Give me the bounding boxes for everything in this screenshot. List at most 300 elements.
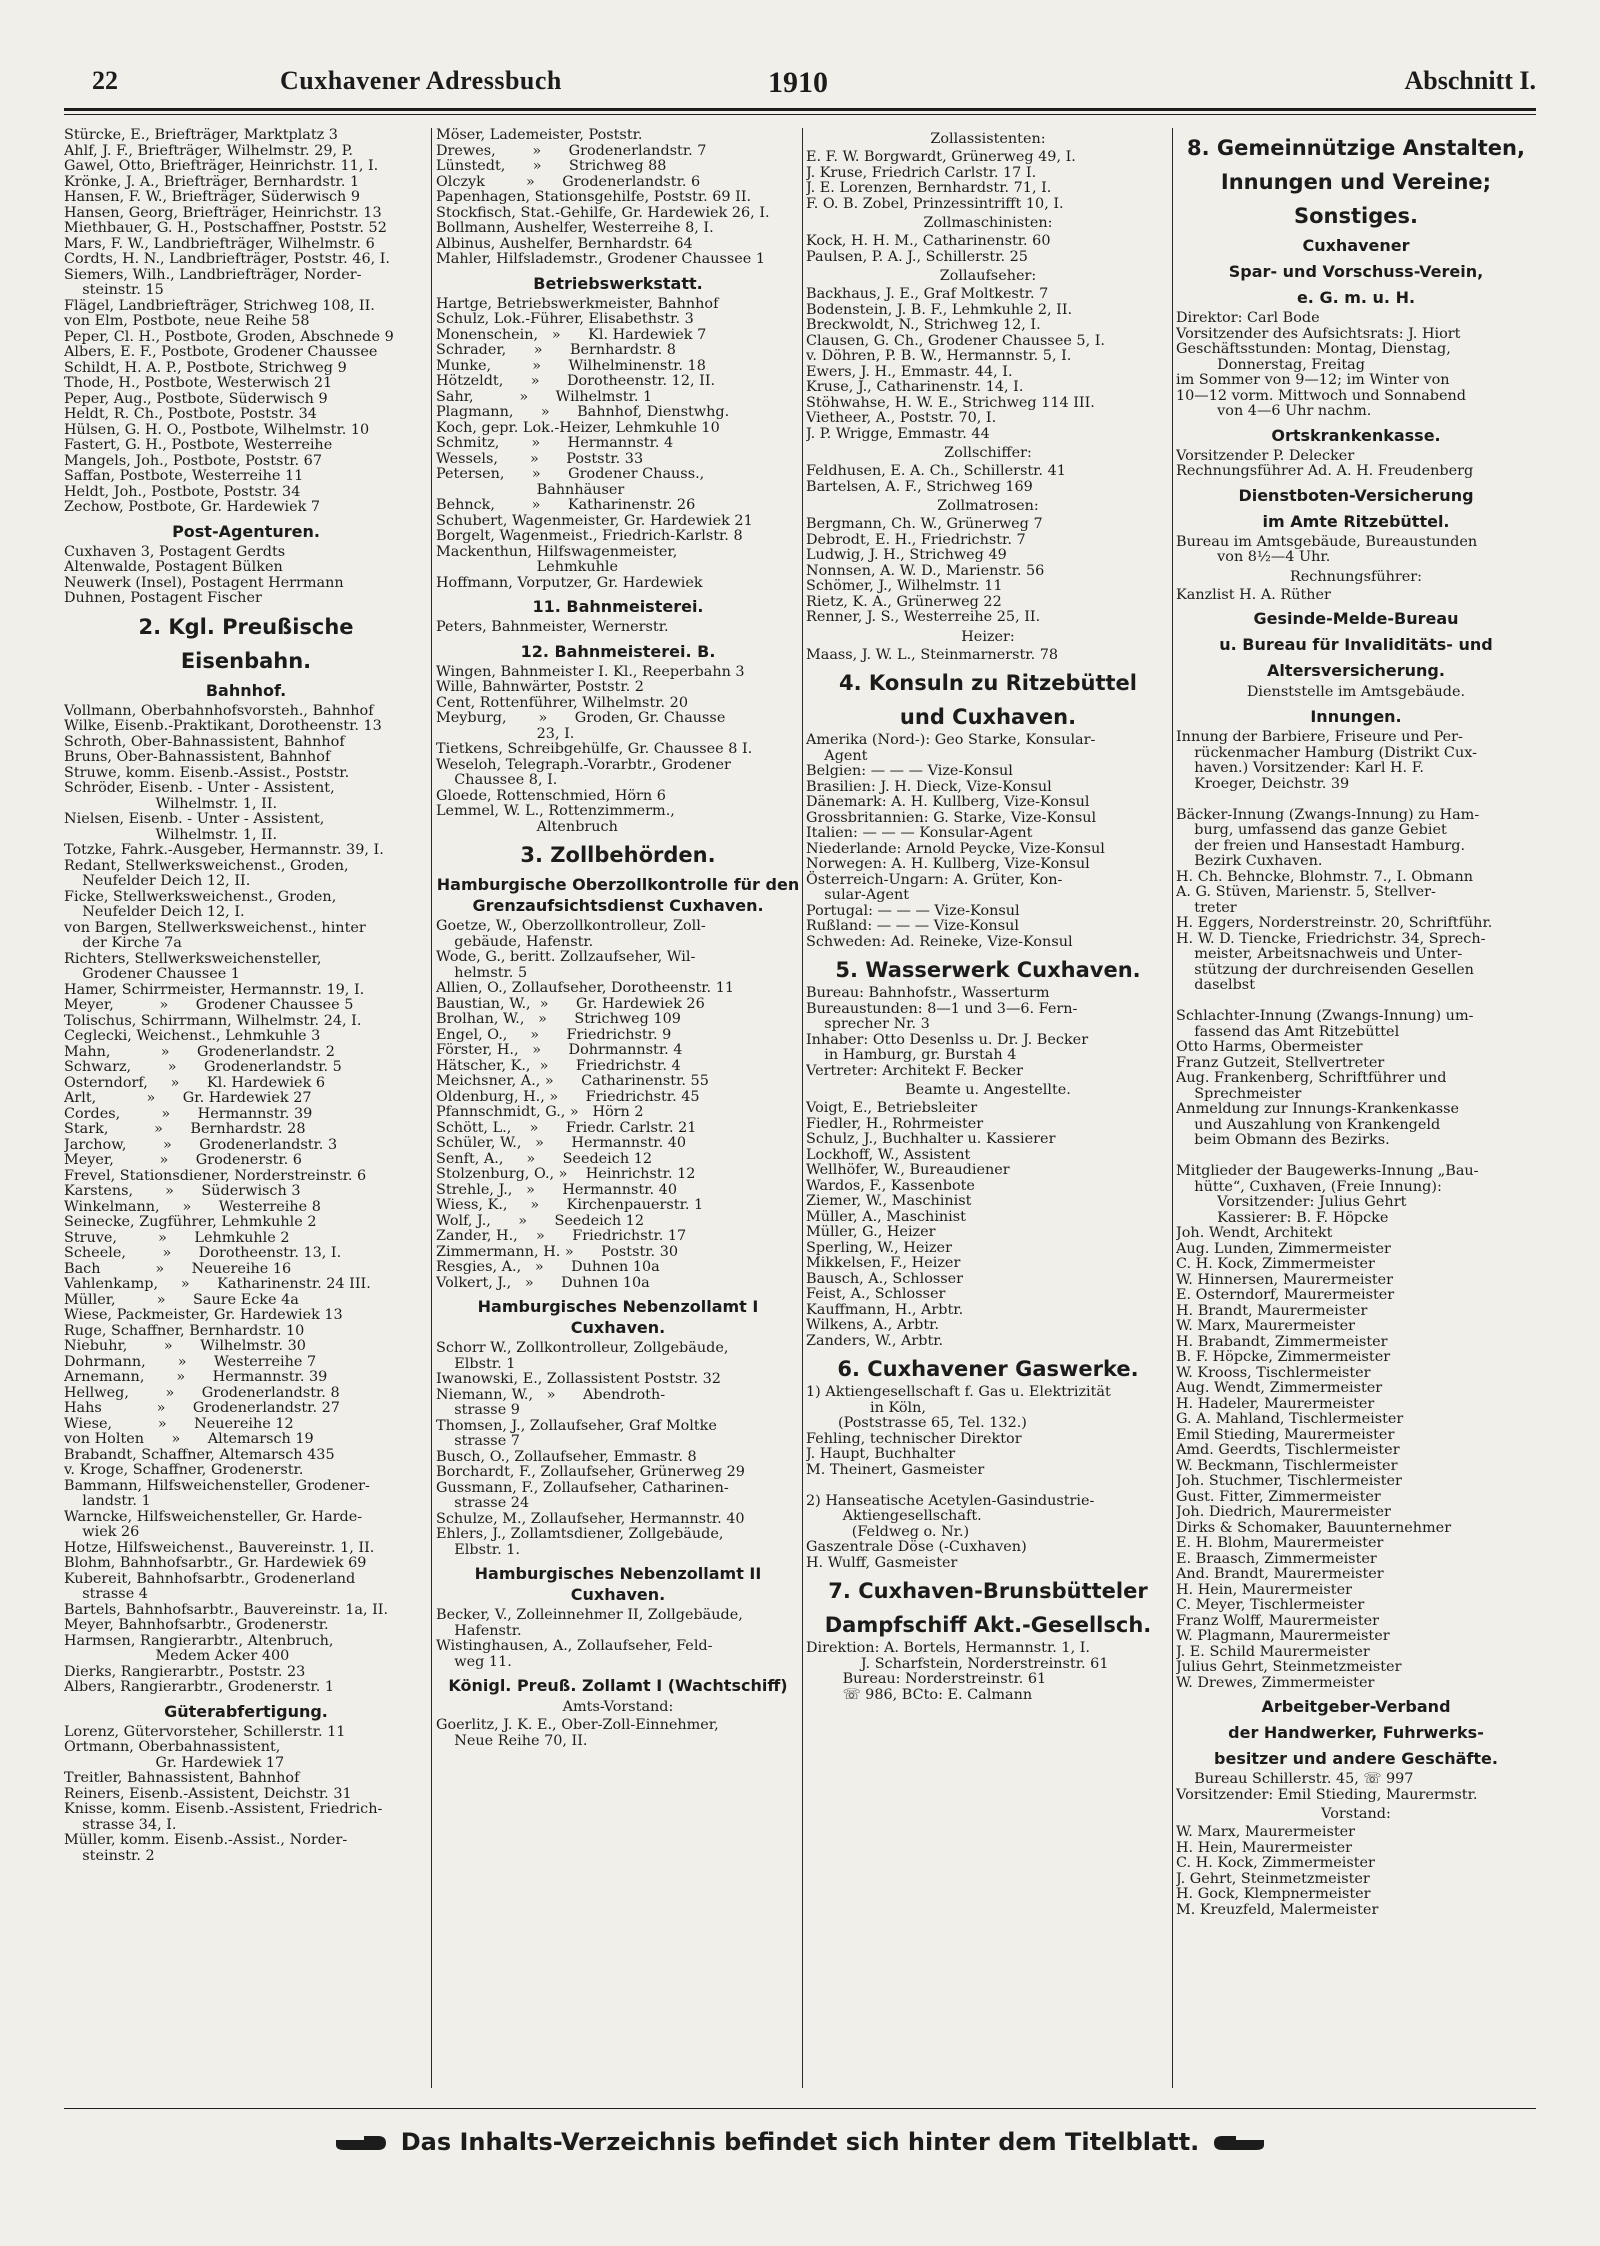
entry-line: Arlt, » Gr. Hardewiek 27	[64, 1090, 312, 1106]
entry-line: strasse 7	[436, 1433, 520, 1449]
entry-line: treter	[1176, 899, 1237, 916]
entry-line: Pfannschmidt, G., » Hörn 2	[436, 1104, 644, 1120]
entry-line: E. Osterndorf, Maurermeister	[1176, 1287, 1395, 1303]
entry-line: Wiese, Packmeister, Gr. Hardewiek 13	[64, 1307, 343, 1323]
entry-line: Stolzenburg, O., » Heinrichstr. 12	[436, 1166, 696, 1182]
pointing-hand-icon	[1208, 2132, 1266, 2154]
entry-line: Rietz, K. A., Grünerweg 22	[806, 593, 1002, 610]
entry-line: Resgies, A., » Duhnen 10a	[436, 1259, 660, 1275]
entry-line: Borgelt, Wagenmeist., Friedrich-Karlstr. 8	[436, 528, 743, 544]
entry-line: Hahs » Grodenerlandstr. 27	[64, 1400, 340, 1416]
entry-line: Direktor: Carl Bode	[1176, 310, 1320, 326]
entry-line	[1176, 1149, 1536, 1165]
entry-line: Hamer, Schirrmeister, Hermannstr. 19, I.	[64, 981, 365, 998]
entry-line: Emil Stieding, Maurermeister	[1176, 1426, 1395, 1443]
entry-line: Neufelder Deich 12, I.	[64, 904, 245, 920]
entry-line: H. W. D. Tiencke, Friedrichstr. 34, Sprech-	[1176, 930, 1486, 947]
entry-line: Ehlers, J., Zollamtsdiener, Zollgebäude,	[436, 1526, 724, 1542]
entry-line: Debrodt, E. H., Friedrichstr. 7	[806, 531, 1026, 548]
entry-line: Brasilien: J. H. Dieck, Vize-Konsul	[806, 778, 1052, 795]
entry-line: Warncke, Hilfsweichensteller, Gr. Harde-	[64, 1508, 363, 1525]
entry-line: Schubert, Wagenmeister, Gr. Hardewiek 21	[436, 512, 753, 529]
entry-line: (Poststrasse 65, Tel. 132.)	[806, 1415, 1027, 1431]
entry-line: Monenschein, » Kl. Hardewiek 7	[436, 326, 707, 343]
entry-line: Oldenburg, H., » Friedrichstr. 45	[436, 1088, 700, 1105]
entry-line: J. Haupt, Buchhalter	[806, 1446, 956, 1462]
entry-line: Feist, A., Schlosser	[806, 1286, 946, 1302]
entry-line: Kauffmann, H., Arbtr.	[806, 1301, 964, 1318]
subheading: Zollaufseher:	[939, 268, 1037, 284]
entry-line: Wingen, Bahnmeister I. Kl., Reeperbahn 3	[436, 663, 745, 680]
entry-line: Feldhusen, E. A. Ch., Schillerstr. 41	[806, 463, 1066, 479]
entry-line: Schulz, J., Buchhalter u. Kassierer	[806, 1131, 1056, 1147]
section-heading: Eisenbahn.	[180, 648, 312, 673]
entry-line: Heldt, R. Ch., Postbote, Poststr. 34	[64, 406, 317, 422]
entry-line: Bergmann, Ch. W., Grünerweg 7	[806, 516, 1043, 532]
section-heading: 11. Bahnmeisterei.	[532, 597, 704, 616]
entry-line: Inhaber: Otto Desenlss u. Dr. J. Becker	[806, 1031, 1089, 1048]
section-heading: Bahnhof.	[205, 680, 287, 700]
entry-line: Aktiengesellschaft.	[806, 1508, 982, 1524]
entry-line: Richters, Stellwerksweichensteller,	[64, 950, 322, 967]
section-heading: 7. Cuxhaven-Brunsbütteler	[828, 1579, 1148, 1603]
entry-line: Heldt, Joh., Postbote, Poststr. 34	[64, 483, 301, 500]
section-heading: 12. Bahnmeisterei. B.	[520, 641, 716, 661]
section-heading: e. G. m. u. H.	[1296, 288, 1416, 307]
entry-line: Elbstr. 1	[436, 1355, 516, 1372]
section-heading: Hamburgische Oberzollkontrolle für den Grenzaufsichtsdienst Cuxhaven.	[436, 875, 800, 915]
entry-line: Ahlf, J. F., Briefträger, Wilhelmstr. 29, P.	[64, 142, 353, 159]
entry-line: Saffan, Postbote, Westerreihe 11	[64, 468, 304, 484]
entry-line: Wessels, » Poststr. 33	[436, 450, 644, 467]
entry-line: von 4—6 Uhr nachm.	[1176, 403, 1372, 419]
entry-line: Müller, » Saure Ecke 4a	[64, 1291, 299, 1308]
entry-line: Vertreter: Architekt F. Becker	[806, 1062, 1023, 1079]
entry-line: E. F. W. Borgwardt, Grünerweg 49, I.	[806, 149, 1076, 165]
entry-line: Sahr, » Wilhelmstr. 1	[436, 388, 653, 405]
column-3	[806, 128, 1170, 1703]
entry-line: W. Hinnersen, Maurermeister	[1176, 1271, 1394, 1288]
entry-line: von 8½—4 Uhr.	[1176, 549, 1331, 565]
entry-line: Gussmann, F., Zollaufseher, Catharinen-	[436, 1479, 729, 1496]
entry-line: W. Beckmann, Tischlermeister	[1176, 1457, 1398, 1474]
entry-line: Meyburg, » Groden, Gr. Chausse	[436, 710, 726, 726]
entry-line: Stöhwahse, H. W. E., Strichweg 114 III.	[806, 394, 1095, 411]
entry-line: Norwegen: A. H. Kullberg, Vize-Konsul	[806, 856, 1090, 872]
entry-line: Mars, F. W., Landbriefträger, Wilhelmstr. 6	[64, 235, 375, 252]
entry-line: Siemers, Wilh., Landbriefträger, Norder-	[64, 266, 362, 283]
entry-line: Miethbauer, G. H., Postschaffner, Poststr. 52	[64, 220, 387, 236]
entry-line: Redant, Stellwerksweichenst., Groden,	[64, 857, 349, 874]
entry-line: Schulz, Lok.-Führer, Elisabethstr. 3	[436, 311, 694, 327]
entry-line: Vorsitzender des Aufsichtsrats: J. Hiort	[1176, 325, 1461, 342]
entry-line: Hartge, Betriebswerkmeister, Bahnhof	[436, 295, 719, 312]
entry-line: Anmeldung zur Innungs-Krankenkasse	[1176, 1101, 1460, 1117]
column-divider	[802, 128, 803, 2088]
entry-line: W. Marx, Maurermeister	[1176, 1824, 1356, 1840]
subheading: Zollassistenten:	[930, 131, 1046, 147]
entry-line: Reiners, Eisenb.-Assistent, Deichstr. 31	[64, 1785, 352, 1802]
entry-line: Meyer, » Grodener Chaussee 5	[64, 997, 354, 1013]
entry-line: Schwarz, » Grodenerlandstr. 5	[64, 1059, 342, 1075]
entry-line: Schömer, J., Wilhelmstr. 11	[806, 578, 1003, 594]
entry-line: Peper, Cl. H., Postbote, Groden, Abschnede 9	[64, 328, 394, 345]
entry-line: weg 11.	[436, 1653, 512, 1670]
entry-line: Mahn, » Grodenerlandstr. 2	[64, 1043, 335, 1060]
entry-line: H. Hein, Maurermeister	[1176, 1581, 1352, 1598]
entry-line: Cordts, H. N., Landbriefträger, Poststr. 46, I.	[64, 251, 391, 267]
subheading: Heizer:	[961, 628, 1015, 645]
entry-line: Breckwoldt, N., Strichweg 12, I.	[806, 317, 1041, 333]
entry-line: Bodenstein, J. B. F., Lehmkuhle 2, II.	[806, 301, 1073, 318]
entry-line: Chaussee 8, I.	[436, 772, 558, 788]
entry-line: (Feldweg o. Nr.)	[806, 1523, 970, 1540]
entry-line: Petersen, » Grodener Chauss.,	[436, 466, 705, 482]
entry-line: Winkelmann, » Westerreihe 8	[64, 1198, 321, 1215]
header-rule-thin	[64, 114, 1536, 115]
entry-line: 23, I.	[436, 725, 575, 742]
entry-line: Jarchow, » Grodenerlandstr. 3	[64, 1136, 338, 1153]
entry-line: strasse 34, I.	[64, 1816, 177, 1833]
subheading: Zollmaschinisten:	[923, 215, 1053, 231]
entry-line: E. Braasch, Zimmermeister	[1176, 1550, 1377, 1567]
entry-line: Seinecke, Zugführer, Lehmkuhle 2	[64, 1214, 317, 1230]
entry-line: Grossbritannien: G. Starke, Vize-Konsul	[806, 809, 1097, 826]
entry-line: strasse 24	[436, 1495, 530, 1511]
entry-line: daselbst	[1176, 977, 1255, 993]
entry-line: v. Döhren, P. B. W., Hermannstr. 5, I.	[806, 348, 1072, 364]
entry-line: Zander, H., » Friedrichstr. 17	[436, 1228, 687, 1244]
entry-line: Ludwig, J. H., Strichweg 49	[806, 547, 1007, 563]
entry-line: ☏ 986, BCto: E. Calmann	[806, 1686, 1033, 1703]
entry-line: Neuwerk (Insel), Postagent Herrmann	[64, 574, 344, 591]
entry-line: fassend das Amt Ritzebüttel	[1176, 1023, 1400, 1040]
entry-line: Osterndorf, » Kl. Hardewiek 6	[64, 1074, 326, 1091]
entry-line: Schröder, Eisenb. - Unter - Assistent,	[64, 780, 335, 796]
entry-line: Gust. Fitter, Zimmermeister	[1176, 1488, 1381, 1505]
subheading: Zollschiffer:	[944, 445, 1032, 461]
entry-line: Italien: — — — Konsular-Agent	[806, 825, 1033, 841]
section-heading: Spar- und Vorschuss-Verein,	[1228, 262, 1484, 281]
entry-line: Koch, gepr. Lok.-Heizer, Lehmkuhle 10	[436, 419, 720, 436]
entry-line: Ortmann, Oberbahnassistent,	[64, 1739, 281, 1755]
entry-line: Joh. Diedrich, Maurermeister	[1176, 1504, 1391, 1520]
entry-line: Bureau Schillerstr. 45, ☏ 997	[1176, 1771, 1414, 1787]
entry-line: steinstr. 2	[64, 1847, 155, 1864]
entry-line: Krönke, J. A., Briefträger, Bernhardstr. 1	[64, 173, 360, 190]
entry-line: Zechow, Postbote, Gr. Hardewiek 7	[64, 499, 321, 515]
entry-line: Hansen, Georg, Briefträger, Heinrichstr. 13	[64, 204, 382, 221]
section-heading: Altersversicherung.	[1267, 661, 1445, 680]
entry-line: Flägel, Landbriefträger, Strichweg 108, II.	[64, 297, 375, 314]
header-rule	[64, 108, 1536, 111]
entry-line: Brabandt, Schaffner, Altemarsch 435	[64, 1446, 335, 1463]
entry-line: W. Plagmann, Maurermeister	[1176, 1628, 1390, 1644]
entry-line: Ceglecki, Weichenst., Lehmkuhle 3	[64, 1028, 321, 1044]
entry-line: M. Theinert, Gasmeister	[806, 1461, 985, 1478]
entry-line: Olczyk » Grodenerlandstr. 6	[436, 173, 701, 190]
entry-line: Österreich-Ungarn: A. Grüter, Kon-	[806, 871, 1063, 888]
footer-rule	[64, 2108, 1536, 2109]
entry-line: Kruse, J., Catharinenstr. 14, I.	[806, 379, 1024, 395]
entry-line: Albers, E. F., Postbote, Grodener Chaussee	[64, 344, 378, 360]
entry-line: burg, umfassend das ganze Gebiet	[1176, 822, 1447, 838]
entry-line: Dirks & Schomaker, Bauunternehmer	[1176, 1519, 1452, 1536]
entry-line: Totzke, Fahrk.-Ausgeber, Hermannstr. 39, I.	[64, 842, 384, 858]
entry-line: Maass, J. W. L., Steinmarnerstr. 78	[806, 646, 1059, 663]
entry-line: Müller, G., Heizer	[806, 1224, 936, 1240]
entry-line: Amerika (Nord-): Geo Starke, Konsular-	[806, 732, 1096, 748]
entry-line: Zanders, W., Arbtr.	[806, 1332, 944, 1349]
entry-line: Wilke, Eisenb.-Praktikant, Dorotheenstr. 13	[64, 718, 382, 734]
entry-line: Hötzeldt, » Dorotheenstr. 12, II.	[436, 373, 716, 389]
entry-line: B. F. Höpcke, Zimmermeister	[1176, 1349, 1391, 1365]
entry-line: Schweden: Ad. Reineke, Vize-Konsul	[806, 933, 1073, 950]
entry-line: Altenwalde, Postagent Bülken	[64, 559, 283, 575]
entry-line: Müller, komm. Eisenb.-Assist., Norder-	[64, 1832, 348, 1848]
entry-line: strasse 9	[436, 1402, 520, 1418]
entry-line: Renner, J. S., Westerreihe 25, II.	[806, 609, 1041, 625]
entry-line: Mikkelsen, F., Heizer	[806, 1255, 961, 1271]
entry-line: Kroeger, Deichstr. 39	[1176, 775, 1350, 792]
entry-line: Geschäftsstunden: Montag, Dienstag,	[1176, 341, 1451, 357]
entry-line	[1176, 994, 1536, 1010]
section-heading: Hamburgisches Nebenzollamt II Cuxhaven.	[474, 1564, 762, 1604]
entry-line: Otto Harms, Obermeister	[1176, 1039, 1363, 1055]
entry-line: Harmsen, Rangierarbtr., Altenbruch,	[64, 1632, 334, 1649]
entry-line: Meichsner, A., » Catharinenstr. 55	[436, 1073, 709, 1089]
entry-line: Wiese, » Neuereihe 12	[64, 1415, 294, 1432]
entry-line: Gloede, Rottenschmied, Hörn 6	[436, 787, 666, 804]
entry-line: Mitglieder der Baugewerks-Innung „Bau-	[1176, 1163, 1479, 1179]
section-heading: 8. Gemeinnützige Anstalten,	[1187, 136, 1525, 160]
entry-line: Behnck, » Katharinenstr. 26	[436, 497, 696, 513]
entry-line: Munke, » Wilhelminenstr. 18	[436, 357, 706, 374]
entry-line: Engel, O., » Friedrichstr. 9	[436, 1026, 672, 1043]
entry-line: in Köln,	[806, 1399, 926, 1416]
entry-line: Portugal: — — — Vize-Konsul	[806, 902, 1020, 919]
entry-line: von Bargen, Stellwerksweichenst., hinter	[64, 919, 366, 936]
entry-line: Thomsen, J., Zollaufseher, Graf Moltke	[436, 1417, 717, 1434]
entry-line: Belgien: — — — Vize-Konsul	[806, 763, 1013, 779]
entry-line: Bahnhäuser	[436, 481, 625, 498]
entry-line: C. H. Kock, Zimmermeister	[1176, 1855, 1375, 1871]
entry-line: Hafenstr.	[436, 1622, 522, 1639]
section-heading: 4. Konsuln zu Ritzebüttel	[839, 671, 1137, 695]
entry-line: G. A. Mahland, Tischlermeister	[1176, 1411, 1404, 1427]
entry-line: Arnemann, » Hermannstr. 39	[64, 1369, 328, 1385]
entry-line: Aug. Lunden, Zimmermeister	[1176, 1240, 1391, 1257]
entry-line: Niemann, W., » Abendroth-	[436, 1386, 666, 1403]
entry-line: Ruge, Schaffner, Bernhardstr. 10	[64, 1322, 305, 1339]
entry-line: haven.) Vorsitzender: Karl H. F.	[1176, 760, 1425, 776]
section-heading: Dampfschiff Akt.-Gesellsch.	[824, 1613, 1152, 1637]
column-1	[64, 128, 428, 1864]
column-4	[1176, 128, 1536, 1918]
entry-line: W. Drewes, Zimmermeister	[1176, 1674, 1375, 1691]
entry-line: Julius Gehrt, Steinmetzmeister	[1176, 1659, 1402, 1675]
entry-line: Cordes, » Hermannstr. 39	[64, 1105, 313, 1122]
entry-line: Mackenthun, Hilfswagenmeister,	[436, 543, 678, 560]
entry-line: And. Brandt, Maurermeister	[1176, 1566, 1384, 1582]
section-heading: Königl. Preuß. Zollamt I (Wachtschiff)	[448, 1676, 788, 1695]
entry-line: helmstr. 5	[436, 964, 528, 981]
book-title: Cuxhavener Adressbuch	[280, 66, 562, 95]
entry-line: H. Hein, Maurermeister	[1176, 1839, 1352, 1856]
section-heading: Sonstiges.	[1294, 204, 1418, 228]
entry-line: und Auszahlung von Krankengeld	[1176, 1116, 1441, 1133]
entry-line: 1) Aktiengesellschaft f. Gas u. Elektrizität	[806, 1384, 1111, 1400]
entry-line: Fehling, technischer Direktor	[806, 1430, 1022, 1447]
entry-line: Lünstedt, » Strichweg 88	[436, 158, 667, 174]
entry-line: landstr. 1	[64, 1493, 151, 1509]
entry-line: Albinus, Aushelfer, Bernhardstr. 64	[436, 235, 693, 252]
entry-line: Scheele, » Dorotheenstr. 13, I.	[64, 1245, 342, 1261]
entry-line: meister, Arbeitsnachweis und Unter-	[1176, 946, 1463, 962]
entry-line: beim Obmann des Bezirks.	[1176, 1132, 1390, 1148]
section-heading: im Amte Ritzebüttel.	[1262, 511, 1450, 531]
column-divider	[1172, 128, 1173, 2088]
entry-line: Stockfisch, Stat.-Gehilfe, Gr. Hardewiek 26, I.	[436, 204, 770, 221]
entry-line: Wellhöfer, W., Bureaudiener	[806, 1162, 1010, 1178]
entry-line: H. Eggers, Norderstreinstr. 20, Schriftführ.	[1176, 915, 1493, 931]
entry-line: F. O. B. Zobel, Prinzessintrifft 10, I.	[806, 195, 1064, 212]
entry-line: J. Kruse, Friedrich Carlstr. 17 I.	[806, 164, 1037, 181]
entry-line: Voigt, E., Betriebsleiter	[806, 1100, 978, 1116]
entry-line: Amd. Geerdts, Tischlermeister	[1176, 1442, 1400, 1458]
section-heading: Arbeitgeber-Verband	[1261, 1697, 1451, 1716]
entry-line: Hülsen, G. H. O., Postbote, Wilhelmstr. 10	[64, 421, 370, 438]
entry-line: Schlachter-Innung (Zwangs-Innung) um-	[1176, 1008, 1474, 1024]
entry-line: Elbstr. 1.	[436, 1541, 520, 1558]
subheading: Beamte u. Angestellte.	[905, 1082, 1071, 1098]
entry-line: Dierks, Rangierarbtr., Poststr. 23	[64, 1663, 306, 1680]
subheading: Rechnungsführer:	[1289, 568, 1423, 585]
entry-line: Plagmann, » Bahnhof, Dienstwhg.	[436, 404, 730, 420]
entry-line: Möser, Lademeister, Poststr.	[436, 128, 643, 143]
entry-line: H. Brabandt, Zimmermeister	[1176, 1333, 1388, 1350]
pointing-hand-icon	[334, 2132, 392, 2154]
entry-line	[1176, 792, 1536, 808]
entry-line: Vorsitzender: Emil Stieding, Maurermstr.	[1176, 1786, 1478, 1803]
column-2	[436, 128, 800, 1749]
entry-line: Dänemark: A. H. Kullberg, Vize-Konsul	[806, 794, 1090, 810]
section-heading: Innungen und Vereine;	[1220, 170, 1492, 194]
year: 1910	[768, 66, 828, 99]
entry-line: J. Scharfstein, Norderstreinstr. 61	[806, 1655, 1109, 1672]
entry-line: Lehmkuhle	[436, 559, 618, 575]
entry-line: Neue Reihe 70, II.	[436, 1732, 588, 1749]
entry-line: Stürcke, E., Briefträger, Marktplatz 3	[64, 128, 338, 143]
entry-line: Ficke, Stellwerksweichenst., Groden,	[64, 888, 337, 905]
entry-line: Bach » Neuereihe 16	[64, 1260, 292, 1277]
entry-line: H. Gock, Klempnermeister	[1176, 1886, 1371, 1902]
section-heading: besitzer und andere Geschäfte.	[1214, 1749, 1498, 1768]
entry-line: im Sommer von 9—12; im Winter von	[1176, 372, 1450, 388]
entry-line: Lorenz, Gütervorsteher, Schillerstr. 11	[64, 1723, 346, 1740]
entry-line: Schorr W., Zollkontrolleur, Zollgebäude,	[436, 1340, 729, 1356]
page-header	[64, 66, 1536, 106]
entry-line: Tietkens, Schreibgehülfe, Gr. Chaussee 8 I.	[436, 741, 753, 757]
entry-line: Wode, G., beritt. Zollzaufseher, Wil-	[436, 949, 696, 965]
section-label: Abschnitt I.	[1404, 66, 1536, 95]
entry-line: Nielsen, Eisenb. - Unter - Assistent,	[64, 811, 325, 827]
entry-line: C. Meyer, Tischlermeister	[1176, 1597, 1365, 1613]
entry-line: H. Brandt, Maurermeister	[1176, 1302, 1368, 1319]
entry-line: Bammann, Hilfsweichensteller, Grodener-	[64, 1477, 370, 1494]
entry-line: Meyer, » Grodenerstr. 6	[64, 1152, 302, 1168]
entry-line: Innung der Barbiere, Friseure und Per-	[1176, 729, 1463, 745]
entry-line: Ewers, J. H., Emmastr. 44, I.	[806, 363, 1013, 380]
entry-line: C. H. Kock, Zimmermeister	[1176, 1256, 1375, 1272]
entry-line: v. Kroge, Schaffner, Grodenerstr.	[64, 1462, 304, 1478]
entry-line: Schulze, M., Zollaufseher, Hermannstr. 40	[436, 1510, 745, 1527]
section-heading: Post-Agenturen.	[172, 521, 320, 541]
entry-line: Struve, » Lehmkuhle 2	[64, 1229, 290, 1246]
entry-line: Sperling, W., Heizer	[806, 1239, 952, 1256]
entry-line: Müller, A., Maschinist	[806, 1208, 966, 1225]
entry-line: Allien, O., Zollaufseher, Dorotheenstr. 11	[436, 980, 735, 996]
entry-line: Peper, Aug., Postbote, Süderwisch 9	[64, 390, 328, 407]
entry-line: Direktion: A. Bortels, Hermannstr. 1, I.	[806, 1640, 1090, 1656]
entry-line: Wilhelmstr. 1, II.	[64, 795, 278, 812]
entry-line: Bruns, Ober-Bahnassistent, Bahnhof	[64, 749, 331, 765]
entry-line: Wille, Bahnwärter, Poststr. 2	[436, 679, 644, 695]
entry-line: Knisse, komm. Eisenb.-Assistent, Friedrich-	[64, 1801, 383, 1817]
entry-line: von Holten » Altemarsch 19	[64, 1431, 314, 1447]
entry-line: Aug. Wendt, Zimmermeister	[1176, 1380, 1383, 1396]
entry-line: Papenhagen, Stationsgehilfe, Poststr. 69 II.	[436, 189, 752, 205]
entry-line: Drewes, » Grodenerlandstr. 7	[436, 142, 707, 159]
entry-line: Gr. Hardewiek 17	[64, 1754, 285, 1771]
entry-line: Schmitz, » Hermannstr. 4	[436, 435, 674, 451]
entry-line: Schüler, W., » Hermannstr. 40	[436, 1135, 687, 1151]
entry-line: Mangels, Joh., Postbote, Poststr. 67	[64, 452, 322, 469]
entry-line: Gawel, Otto, Briefträger, Heinrichstr. 11, I.	[64, 158, 379, 174]
entry-line: Ziemer, W., Maschinist	[806, 1193, 972, 1209]
section-heading: Cuxhavener	[1302, 236, 1410, 255]
entry-line: Bollmann, Aushelfer, Westerreihe 8, I.	[436, 220, 714, 236]
entry-line: Neufelder Deich 12, II.	[64, 873, 251, 889]
entry-line: Schroth, Ober-Bahnassistent, Bahnhof	[64, 733, 345, 750]
entry-line: Sprechmeister	[1176, 1085, 1302, 1102]
column-divider	[431, 128, 432, 2088]
entry-line: Fiedler, H., Rohrmeister	[806, 1115, 984, 1132]
entry-line: E. H. Blohm, Maurermeister	[1176, 1535, 1384, 1551]
entry-line: Medem Acker 400	[64, 1648, 290, 1664]
entry-line: Schött, L., » Friedr. Carlstr. 21	[436, 1119, 697, 1136]
entry-line: Albers, Rangierarbtr., Grodenerstr. 1	[64, 1679, 335, 1695]
entry-line: H. Ch. Behncke, Blohmstr. 7., I. Obmann	[1176, 868, 1474, 885]
entry-line: Strehle, J., » Hermannstr. 40	[436, 1181, 677, 1198]
entry-line: Cuxhaven 3, Postagent Gerdts	[64, 543, 286, 560]
entry-line: Altenbruch	[436, 818, 618, 835]
entry-line: Bureau im Amtsgebäude, Bureaustunden	[1176, 533, 1478, 550]
entry-line: Gaszentrale Döse (-Cuxhaven)	[806, 1539, 1027, 1555]
entry-line: Frevel, Stationsdiener, Norderstreinstr. 6	[64, 1167, 367, 1184]
entry-line: Joh. Wendt, Architekt	[1176, 1225, 1333, 1241]
entry-line: Dohrmann, » Westerreihe 7	[64, 1353, 317, 1370]
entry-line: Karstens, » Süderwisch 3	[64, 1183, 301, 1199]
entry-line: Schrader, » Bernhardstr. 8	[436, 342, 676, 358]
entry-line: Rechnungsführer Ad. A. H. Freudenberg	[1176, 463, 1474, 479]
subheading: Vorstand:	[1321, 1806, 1391, 1822]
entry-line: Wiess, K., » Kirchenpauerstr. 1	[436, 1197, 704, 1213]
entry-line: Grodener Chaussee 1	[64, 966, 240, 982]
entry-line: Wistinghausen, A., Zollaufseher, Feld-	[436, 1638, 713, 1654]
entry-line: J. E. Schild Maurermeister	[1176, 1643, 1370, 1660]
entry-line: J. E. Lorenzen, Bernhardstr. 71, I.	[806, 180, 1052, 196]
